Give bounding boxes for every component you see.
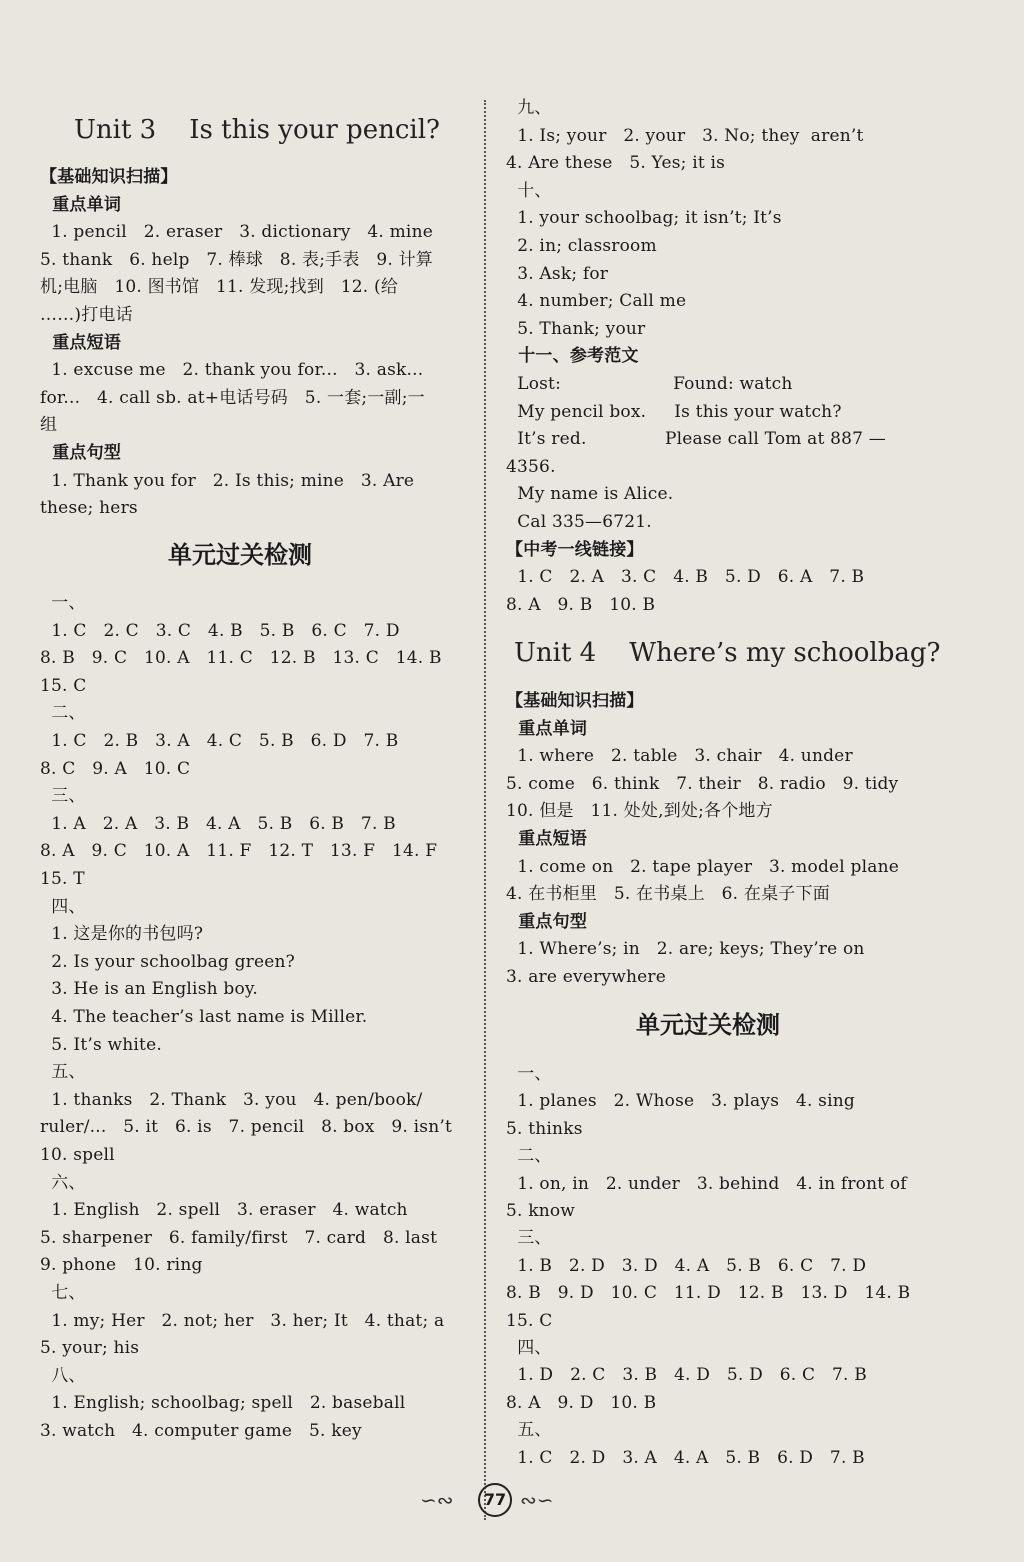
unit3-test-line: 5. your; his bbox=[40, 1338, 140, 1359]
unit3-test-line: 10. spell bbox=[40, 1145, 115, 1165]
unit3-test-line: 三、 bbox=[40, 786, 86, 807]
unit3-test-line: 8. C 9. A 10. C bbox=[40, 758, 191, 779]
unit3-extra-line: My name is Alice. bbox=[506, 484, 674, 505]
unit3-extra-line: 5. Thank; your bbox=[506, 318, 646, 339]
unit3-test-line: 1. English 2. spell 3. eraser 4. watch bbox=[40, 1200, 408, 1221]
unit3-extra-line: 【中考一线链接】 bbox=[506, 539, 644, 560]
unit3-basics-line: 5. thank 6. help 7. 棒球 8. 表;手表 9. 计算 bbox=[40, 249, 433, 270]
unit3-test-line: 1. C 2. C 3. C 4. B 5. B 6. C 7. D bbox=[40, 620, 400, 641]
unit3-extra-line: 3. Ask; for bbox=[506, 263, 609, 284]
unit3-basics-line: for... 4. call sb. at+电话号码 5. 一套;一副;一 bbox=[40, 387, 425, 408]
unit3-test-line: 1. 这是你的书包吗? bbox=[40, 924, 204, 945]
unit3-test-line: ruler/... 5. it 6. is 7. pencil 8. box 9. isn’t bbox=[40, 1117, 452, 1138]
unit3-basics-line: 重点短语 bbox=[40, 332, 122, 353]
unit4-test-line: 1. D 2. C 3. B 4. D 5. D 6. C 7. B bbox=[506, 1365, 867, 1386]
unit3-basics-line: 1. pencil 2. eraser 3. dictionary 4. mine bbox=[40, 222, 433, 243]
unit4-test-line: 8. B 9. D 10. C 11. D 12. B 13. D 14. B bbox=[506, 1283, 911, 1304]
unit3-test-title: 单元过关检测 bbox=[168, 541, 312, 569]
unit3-basics-line: these; hers bbox=[40, 498, 138, 519]
unit3-test-line: 8. A 9. C 10. A 11. F 12. T 13. F 14. F bbox=[40, 841, 438, 862]
unit3-test-line: 9. phone 10. ring bbox=[40, 1255, 203, 1276]
unit3-test-line: 3. He is an English boy. bbox=[40, 979, 259, 1000]
unit4-test-line: 五、 bbox=[506, 1420, 552, 1441]
unit3-test-line: 3. watch 4. computer game 5. key bbox=[40, 1421, 362, 1441]
unit4-basics-line: 1. Where’s; in 2. are; keys; They’re on bbox=[506, 939, 865, 960]
unit3-test-line: 15. C bbox=[40, 675, 87, 696]
unit4-basics-line: 3. are everywhere bbox=[506, 967, 666, 987]
unit4-test-line: 5. know bbox=[506, 1201, 576, 1221]
unit3-title: Unit 3 Is this your pencil? bbox=[74, 115, 440, 145]
unit3-basics-line: 1. excuse me 2. thank you for... 3. ask... bbox=[40, 360, 424, 381]
unit3-extra-line: 1. C 2. A 3. C 4. B 5. D 6. A 7. B bbox=[506, 567, 865, 588]
unit4-test-line: 15. C bbox=[506, 1310, 553, 1331]
unit4-test-line: 5. thinks bbox=[506, 1118, 583, 1139]
unit4-test-line: 二、 bbox=[506, 1146, 552, 1167]
unit3-extra-line: 十、 bbox=[506, 180, 552, 201]
unit4-basics-line: 5. come 6. think 7. their 8. radio 9. tidy bbox=[506, 773, 899, 794]
unit3-extra-line: 九、 bbox=[506, 98, 552, 118]
unit3-extra-line: It’s red. Please call Tom at 887 — bbox=[506, 429, 887, 450]
unit3-test-line: 4. The teacher’s last name is Miller. bbox=[40, 1007, 368, 1027]
unit3-test-line: 2. Is your schoolbag green? bbox=[40, 951, 295, 972]
unit4-basics-line: 重点单词 bbox=[506, 718, 588, 739]
unit3-test-line: 八、 bbox=[40, 1365, 86, 1386]
unit4-basics-line: 1. where 2. table 3. chair 4. under bbox=[506, 746, 853, 767]
unit3-test-line: 1. C 2. B 3. A 4. C 5. B 6. D 7. B bbox=[40, 731, 399, 751]
unit4-test-line: 1. planes 2. Whose 3. plays 4. sing bbox=[506, 1091, 855, 1112]
unit3-test-line: 5. It’s white. bbox=[40, 1034, 162, 1055]
unit4-basics-line: 4. 在书柜里 5. 在书桌上 6. 在桌子下面 bbox=[506, 884, 830, 905]
unit4-test-line: 8. A 9. D 10. B bbox=[506, 1392, 657, 1413]
unit3-test-line: 二、 bbox=[40, 703, 86, 724]
unit3-extra-line: 4356. bbox=[506, 456, 556, 477]
unit4-test-line: 四、 bbox=[506, 1338, 552, 1358]
unit3-basics-line: 重点单词 bbox=[40, 194, 122, 215]
unit4-test-line: 一、 bbox=[506, 1064, 552, 1084]
unit4-basics-line: 1. come on 2. tape player 3. model plane bbox=[506, 856, 899, 877]
unit3-extra-line: My pencil box. Is this your watch? bbox=[506, 401, 842, 422]
unit3-extra-line: Lost: Found: watch bbox=[506, 374, 793, 394]
right-ornament-icon: ∾∽ bbox=[520, 1488, 554, 1512]
unit4-basics-line: 重点句型 bbox=[506, 911, 588, 932]
unit3-basics-line: 组 bbox=[40, 415, 58, 436]
unit3-test-line: 5. sharpener 6. family/first 7. card 8. last bbox=[40, 1227, 438, 1248]
unit3-test-line: 1. English; schoolbag; spell 2. baseball bbox=[40, 1393, 406, 1414]
unit3-test-line: 15. T bbox=[40, 869, 85, 889]
unit3-extra-line: 1. Is; your 2. your 3. No; they aren’t bbox=[506, 125, 864, 146]
unit3-test-line: 六、 bbox=[40, 1172, 86, 1193]
unit3-basics-line: 1. Thank you for 2. Is this; mine 3. Are bbox=[40, 470, 415, 491]
unit3-test-line: 8. B 9. C 10. A 11. C 12. B 13. C 14. B bbox=[40, 648, 442, 669]
page-number: 77 bbox=[478, 1483, 512, 1517]
unit3-extra-line: 4. Are these 5. Yes; it is bbox=[506, 153, 726, 174]
unit3-test-line: 1. thanks 2. Thank 3. you 4. pen/book/ bbox=[40, 1089, 423, 1110]
unit4-test-title: 单元过关检测 bbox=[636, 1011, 780, 1039]
unit4-basics-line: 10. 但是 11. 处处,到处;各个地方 bbox=[506, 801, 773, 822]
page-footer bbox=[400, 1478, 600, 1518]
left-ornament-icon: ∽∾ bbox=[420, 1488, 454, 1512]
unit3-extra-line: 1. your schoolbag; it isn’t; It’s bbox=[506, 208, 782, 229]
unit3-basics-line: ……)打电话 bbox=[40, 305, 133, 325]
unit4-test-line: 三、 bbox=[506, 1228, 552, 1249]
unit3-extra-line: 2. in; classroom bbox=[506, 236, 657, 256]
column-divider bbox=[484, 100, 486, 1520]
unit4-basics-line: 重点短语 bbox=[506, 829, 588, 849]
unit3-test-line: 一、 bbox=[40, 593, 86, 613]
unit3-extra-line: 十一、参考范文 bbox=[506, 346, 639, 367]
unit3-extra-line: 4. number; Call me bbox=[506, 291, 687, 312]
unit3-test-line: 五、 bbox=[40, 1062, 86, 1083]
unit3-basics-line: 重点句型 bbox=[40, 443, 122, 463]
unit3-test-line: 四、 bbox=[40, 896, 86, 917]
unit4-test-line: 1. C 2. D 3. A 4. A 5. B 6. D 7. B bbox=[506, 1447, 865, 1468]
unit4-title: Unit 4 Where’s my schoolbag? bbox=[514, 638, 941, 668]
unit3-basics-line: 【基础知识扫描】 bbox=[40, 167, 178, 187]
unit3-test-line: 七、 bbox=[40, 1283, 86, 1303]
unit3-test-line: 1. my; Her 2. not; her 3. her; It 4. that; a bbox=[40, 1310, 445, 1331]
unit3-test-line: 1. A 2. A 3. B 4. A 5. B 6. B 7. B bbox=[40, 813, 396, 834]
unit4-test-line: 1. on, in 2. under 3. behind 4. in front of bbox=[506, 1173, 907, 1194]
unit3-extra-line: Cal 335—6721. bbox=[506, 512, 652, 532]
unit3-extra-line: 8. A 9. B 10. B bbox=[506, 594, 656, 615]
unit3-basics-line: 机;电脑 10. 图书馆 11. 发现;找到 12. (给 bbox=[40, 277, 399, 298]
unit4-basics-line: 【基础知识扫描】 bbox=[506, 691, 644, 711]
unit4-test-line: 1. B 2. D 3. D 4. A 5. B 6. C 7. D bbox=[506, 1255, 867, 1276]
